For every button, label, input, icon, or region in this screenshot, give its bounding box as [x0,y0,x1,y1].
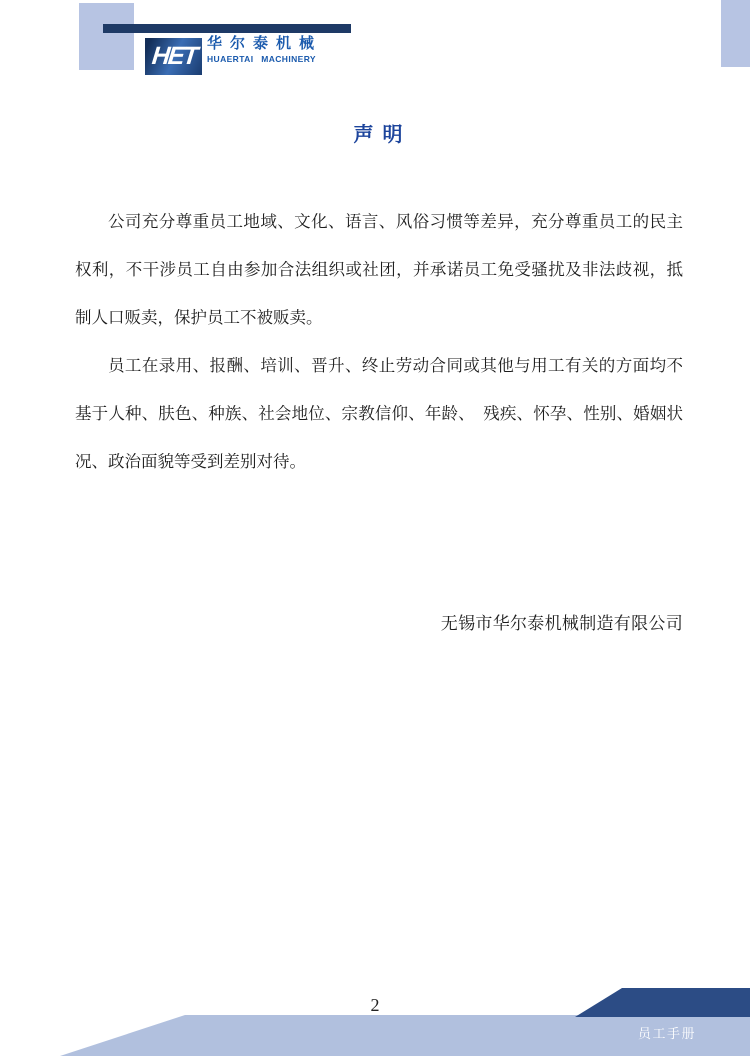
logo-monogram: HET [150,42,198,70]
company-name-en: HUAERTAI MACHINERY [207,54,317,64]
header-corner-rect-left [79,3,134,70]
header-accent-bar [103,24,351,33]
company-name-cn: 华尔泰机械 [207,35,323,52]
paragraph-1: 公司充分尊重员工地域、文化、语言、风俗习惯等差异，充分尊重员工的民主权利，不干涉员工自由参加合法组织或社团，并承诺员工免受骚扰及非法歧视，抵制人口贩卖，保护员工不被贩卖。 [75,212,683,327]
logo-text-block [207,35,322,64]
company-signature: 无锡市华尔泰机械制造有限公司 [440,614,683,633]
paragraph-2: 员工在录用、报酬、培训、晋升、终止劳动合同或其他与用工有关的方面均不基于人种、肤色、种族、社会地位、宗教信仰、年龄、 残疾、怀孕、性别、婚姻状况、政治面貌等受到差别对待。 [75,356,683,471]
body-text [75,198,683,486]
footer-navy-ribbon [575,988,750,1017]
page-number: 2 [370,995,380,1015]
header-corner-rect-right [721,0,750,67]
page-title: 声 明 [353,124,405,146]
company-logo [145,38,202,75]
handbook-label: 员工手册 [638,1026,697,1041]
